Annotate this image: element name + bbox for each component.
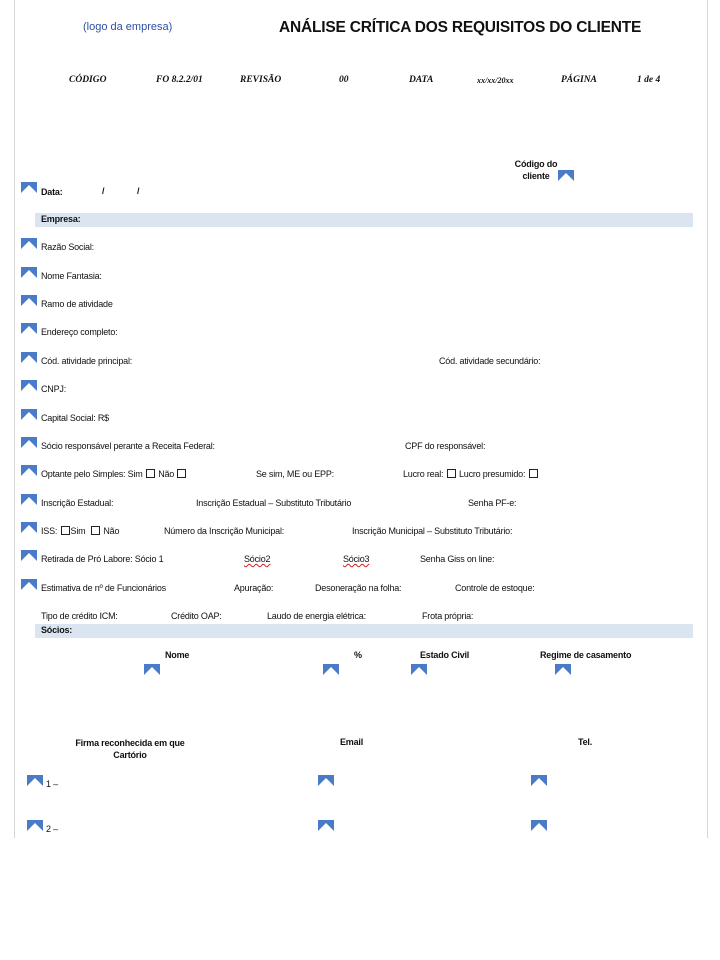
credito-oap-label: Crédito OAP: xyxy=(171,611,222,621)
form-field-marker-icon[interactable] xyxy=(318,775,334,787)
date-separator: / xyxy=(137,186,140,196)
optante-simples-row xyxy=(41,469,187,479)
optante-nao-checkbox[interactable] xyxy=(177,469,186,478)
cod-principal-label: Cód. atividade principal: xyxy=(41,356,133,366)
ramo-atividade-label: Ramo de atividade xyxy=(41,299,113,309)
col-tel-header: Tel. xyxy=(578,737,593,747)
senha-giss-label: Senha Giss on line: xyxy=(420,554,495,564)
socios-section-header: Sócios: xyxy=(41,625,73,635)
iss-nao-checkbox[interactable] xyxy=(91,526,100,535)
lucro-real-label: Lucro real: xyxy=(403,469,444,479)
iss-nao-label: Não xyxy=(103,526,120,536)
col-firma-header xyxy=(55,737,205,761)
codigo-cliente-line2: cliente xyxy=(522,171,550,181)
municipal-substituto-label: Inscrição Municipal – Substituto Tributário: xyxy=(352,526,513,536)
nome-fantasia-label: Nome Fantasia: xyxy=(41,271,102,281)
form-field-marker-icon[interactable] xyxy=(21,579,37,591)
form-field-marker-icon[interactable] xyxy=(558,170,574,182)
form-field-marker-icon[interactable] xyxy=(531,820,547,832)
codigo-value: FO 8.2.2/01 xyxy=(156,75,203,85)
optante-simples-label: Optante pelo Simples: Sim xyxy=(41,469,143,479)
data-value-header: xx/xx/20xx xyxy=(477,76,514,85)
iss-sim-checkbox[interactable] xyxy=(61,526,70,535)
col-nome-header: Nome xyxy=(165,650,190,660)
controle-estoque-label: Controle de estoque: xyxy=(455,583,535,593)
retirada-pro-labore-label: Retirada de Pró Labore: Sócio 1 xyxy=(41,554,164,564)
form-field-marker-icon[interactable] xyxy=(21,465,37,477)
form-field-marker-icon[interactable] xyxy=(318,820,334,832)
form-field-marker-icon[interactable] xyxy=(21,182,37,194)
inscricao-estadual-label: Inscrição Estadual: xyxy=(41,498,114,508)
optante-nao-label: Não xyxy=(158,469,175,479)
iss-sim-label: Sim xyxy=(70,526,86,536)
form-field-marker-icon[interactable] xyxy=(144,664,160,676)
se-sim-label: Se sim, ME ou EPP: xyxy=(256,469,334,479)
iss-label: ISS: xyxy=(41,526,58,536)
socios-section-band xyxy=(35,624,693,638)
form-field-marker-icon[interactable] xyxy=(21,267,37,279)
lucro-presumido-checkbox[interactable] xyxy=(529,469,538,478)
lucro-row xyxy=(403,469,539,479)
empresa-section-band xyxy=(35,213,693,227)
endereco-label: Endereço completo: xyxy=(41,327,118,337)
razao-social-label: Razão Social: xyxy=(41,242,94,252)
empresa-section-header: Empresa: xyxy=(41,214,81,224)
col-pct-header: % xyxy=(354,650,362,660)
col-email-header: Email xyxy=(340,737,364,747)
form-field-marker-icon[interactable] xyxy=(21,409,37,421)
form-field-marker-icon[interactable] xyxy=(323,664,339,676)
form-field-marker-icon[interactable] xyxy=(27,820,43,832)
form-field-marker-icon[interactable] xyxy=(21,550,37,562)
pagina-label: PÁGINA xyxy=(561,75,597,85)
form-field-marker-icon[interactable] xyxy=(531,775,547,787)
iss-row xyxy=(41,526,119,536)
lucro-presumido-label: Lucro presumido: xyxy=(458,469,526,479)
estimativa-funcionarios-label: Estimativa de nº de Funcionários xyxy=(41,583,166,593)
inscricao-substituto-label: Inscrição Estadual – Substituto Tributário xyxy=(196,498,352,508)
senha-pfe-label: Senha PF-e: xyxy=(468,498,517,508)
form-field-marker-icon[interactable] xyxy=(21,238,37,250)
form-field-marker-icon[interactable] xyxy=(21,352,37,364)
form-field-marker-icon[interactable] xyxy=(411,664,427,676)
cnpj-label: CNPJ: xyxy=(41,384,67,394)
revisao-value: 00 xyxy=(339,75,349,85)
data-label-header: DATA xyxy=(409,75,434,85)
data-field-label: Data: xyxy=(41,187,63,197)
optante-sim-checkbox[interactable] xyxy=(146,469,155,478)
revisao-label: REVISÃO xyxy=(240,75,282,85)
lucro-real-checkbox[interactable] xyxy=(447,469,456,478)
col-regime-header: Regime de casamento xyxy=(540,650,632,660)
form-field-marker-icon[interactable] xyxy=(21,323,37,335)
company-logo-placeholder: (logo da empresa) xyxy=(83,21,173,33)
pagina-value: 1 de 4 xyxy=(637,75,661,85)
form-field-marker-icon[interactable] xyxy=(21,522,37,534)
codigo-label: CÓDIGO xyxy=(69,75,107,85)
form-field-marker-icon[interactable] xyxy=(21,437,37,449)
form-field-marker-icon[interactable] xyxy=(21,380,37,392)
numero-municipal-label: Número da Inscrição Municipal: xyxy=(164,526,285,536)
socio-row-1-label: 1 – xyxy=(46,779,58,789)
date-separator: / xyxy=(102,186,105,196)
desoneracao-label: Desoneração na folha: xyxy=(315,583,402,593)
col-firma-line2: Cartório xyxy=(113,750,147,760)
form-field-marker-icon[interactable] xyxy=(27,775,43,787)
document-page xyxy=(14,0,708,838)
form-field-marker-icon[interactable] xyxy=(555,664,571,676)
col-firma-line1: Firma reconhecida em que xyxy=(75,738,185,748)
socio-row-2-label: 2 – xyxy=(46,824,58,834)
document-title: ANÁLISE CRÍTICA DOS REQUISITOS DO CLIENTE xyxy=(279,19,642,36)
tipo-credito-label: Tipo de crédito ICM: xyxy=(41,611,118,621)
socio3-label: Sócio3 xyxy=(343,554,370,564)
cpf-responsavel-label: CPF do responsável: xyxy=(405,441,486,451)
codigo-cliente-line1: Código do xyxy=(514,159,558,169)
form-field-marker-icon[interactable] xyxy=(21,494,37,506)
frota-propria-label: Frota própria: xyxy=(422,611,474,621)
col-estado-civil-header: Estado Civil xyxy=(420,650,470,660)
form-field-marker-icon[interactable] xyxy=(21,295,37,307)
cod-secundario-label: Cód. atividade secundário: xyxy=(439,356,541,366)
socio2-label: Sócio2 xyxy=(244,554,271,564)
capital-social-label: Capital Social: R$ xyxy=(41,413,109,423)
laudo-energia-label: Laudo de energia elétrica: xyxy=(267,611,366,621)
socio-responsavel-label: Sócio responsável perante a Receita Federal: xyxy=(41,441,215,451)
apuracao-label: Apuração: xyxy=(234,583,274,593)
